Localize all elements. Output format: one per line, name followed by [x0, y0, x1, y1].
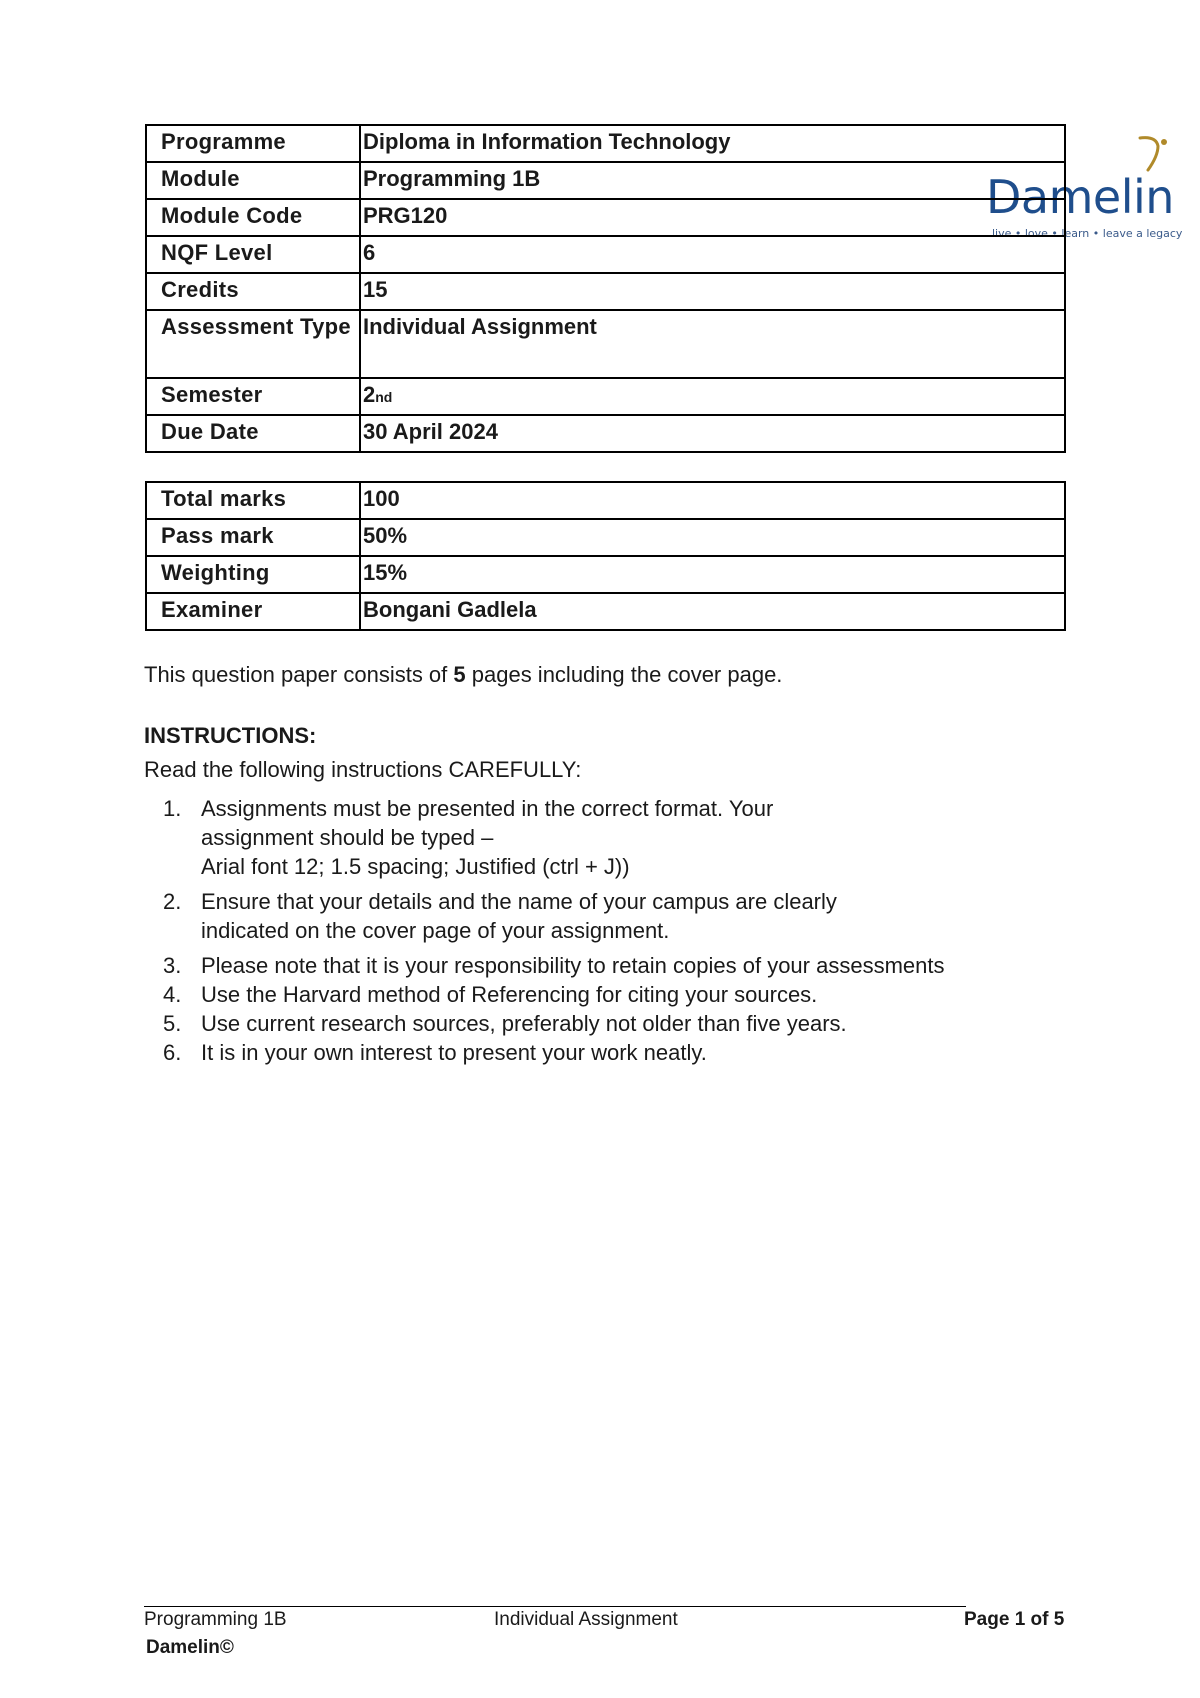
list-item [144, 951, 1044, 980]
table-row [146, 482, 1065, 519]
note-text-before: This question paper consists of [144, 662, 454, 687]
table-row [146, 519, 1065, 556]
item-line: Arial font 12; 1.5 spacing; Justified (ctrl + J)) [201, 854, 630, 879]
row-value: Diploma in Information Technology [360, 125, 1065, 162]
row-value: 100 [360, 482, 1065, 519]
list-item [144, 1009, 1044, 1038]
item-line: assignment should be typed – [201, 825, 494, 850]
table-row [146, 199, 1065, 236]
row-label: Module Code [146, 199, 360, 236]
item-number: 5. [163, 1011, 182, 1036]
item-line: It is in your own interest to present your work neatly. [201, 1040, 707, 1065]
item-number: 2. [163, 889, 182, 914]
table-row [146, 162, 1065, 199]
table-row [146, 556, 1065, 593]
row-label: NQF Level [146, 236, 360, 273]
item-line: Assignments must be presented in the correct format. Your [201, 796, 774, 821]
logo-wordmark: Damelin [986, 170, 1174, 224]
row-value: 30 April 2024 [360, 415, 1065, 452]
marks-table [145, 481, 1066, 631]
item-number: 6. [163, 1040, 182, 1065]
row-label: Credits [146, 273, 360, 310]
list-item [144, 1038, 1044, 1067]
instructions-heading: INSTRUCTIONS: [144, 723, 317, 748]
instructions-list [144, 794, 1044, 1067]
row-value [360, 378, 1065, 415]
row-label: Pass mark [146, 519, 360, 556]
list-item [144, 887, 1044, 945]
row-label: Programme [146, 125, 360, 162]
footer-divider [144, 1606, 966, 1607]
item-line: Use current research sources, preferably not older than five years. [201, 1011, 847, 1036]
ordinal-suffix: nd [375, 389, 393, 405]
page-count-note [144, 662, 782, 688]
footer-brand: Damelin© [146, 1637, 234, 1658]
table-row [146, 378, 1065, 415]
table-row [146, 593, 1065, 630]
table-row [146, 273, 1065, 310]
swoosh-icon [1134, 134, 1174, 174]
semester-number: 2 [363, 382, 376, 407]
table-row [146, 415, 1065, 452]
footer-module: Programming 1B [144, 1609, 287, 1630]
item-line: Please note that it is your responsibility to retain copies of your assessments [201, 953, 945, 978]
footer-page-number: Page 1 of 5 [964, 1609, 1065, 1630]
item-number: 3. [163, 953, 182, 978]
row-label: Due Date [146, 415, 360, 452]
row-label: Weighting [146, 556, 360, 593]
page-count: 5 [453, 662, 466, 687]
note-text-after: pages including the cover page. [465, 662, 783, 687]
module-details-table [145, 124, 1066, 453]
logo-tagline: live • love • learn • leave a legacy [992, 227, 1183, 240]
item-number: 1. [163, 796, 182, 821]
row-value: 15% [360, 556, 1065, 593]
item-line: Ensure that your details and the name of your campus are clearly [201, 889, 837, 914]
row-value: 50% [360, 519, 1065, 556]
row-value: 6 [360, 236, 1065, 273]
item-line: indicated on the cover page of your assignment. [201, 918, 670, 943]
item-line: Use the Harvard method of Referencing for citing your sources. [201, 982, 818, 1007]
row-label: Examiner [146, 593, 360, 630]
row-label: Total marks [146, 482, 360, 519]
table-row [146, 236, 1065, 273]
row-value: PRG120 [360, 199, 1065, 236]
row-label: Semester [146, 378, 360, 415]
row-value: Bongani Gadlela [360, 593, 1065, 630]
footer-assessment-type: Individual Assignment [494, 1609, 678, 1630]
row-value: Programming 1B [360, 162, 1065, 199]
table-row [146, 125, 1065, 162]
item-number: 4. [163, 982, 182, 1007]
list-item [144, 794, 1044, 881]
list-item [144, 980, 1044, 1009]
table-row [146, 310, 1065, 378]
instructions-intro: Read the following instructions CAREFULLY: [144, 757, 582, 782]
row-label: Assessment Type [146, 310, 360, 378]
row-value: 15 [360, 273, 1065, 310]
row-label: Module [146, 162, 360, 199]
row-value: Individual Assignment [360, 310, 1065, 378]
